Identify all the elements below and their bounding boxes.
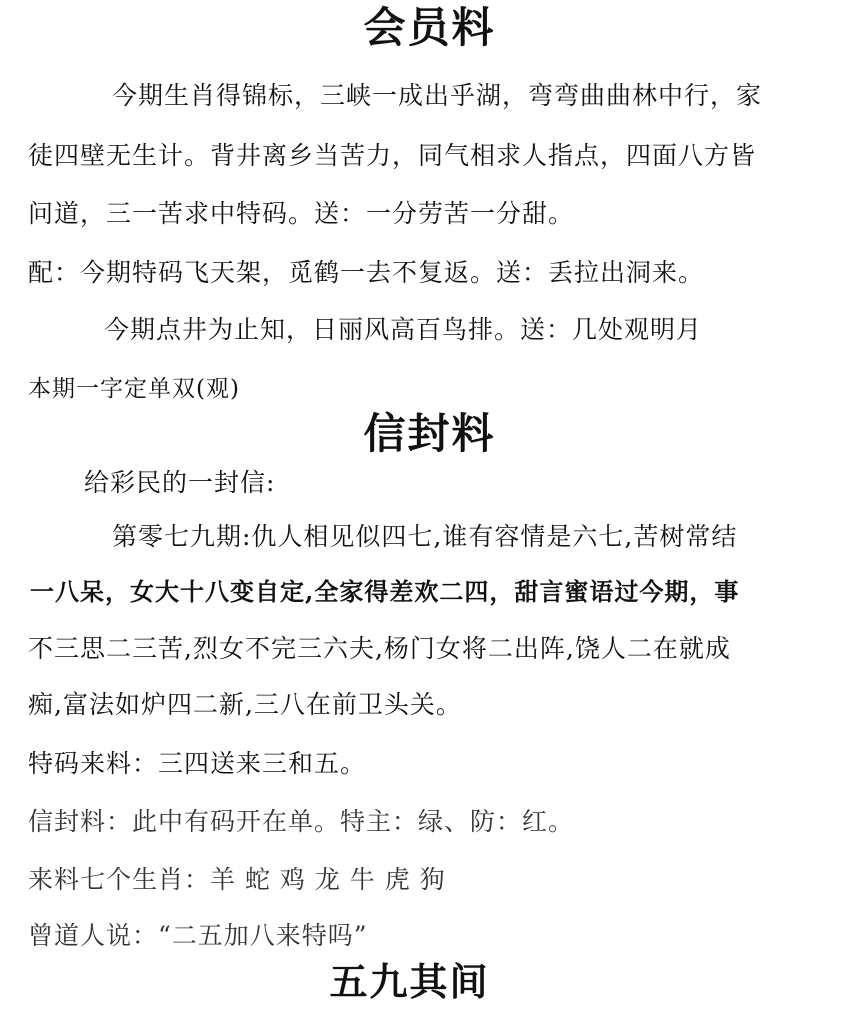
envelope-text-line: 一八呆，女大十八变自定,全家得差欢二四，甜言蜜语过今期，事 — [30, 577, 740, 606]
member-text-line: 今期生肖得锦标，三峡一成出乎湖，弯弯曲曲林中行，家 — [112, 81, 763, 110]
envelope-text-line: 不三思二三苦,烈女不完三六夫,杨门女将二出阵,饶人二在就成 — [28, 634, 731, 663]
heading-envelope-material: 信封料 — [363, 409, 496, 458]
member-text-line: 徒四壁无生计。背井离乡当苦力，同气相求人指点，四面八方皆 — [28, 141, 757, 170]
heading-fifty-nine: 五九其间 — [329, 959, 490, 1004]
heading-member-material: 会员料 — [363, 3, 496, 52]
member-text-line: 问道，三一苦求中特码。送：一分劳苦一分甜。 — [28, 199, 575, 228]
member-text-line: 本期一字定单双(观) — [28, 376, 240, 402]
daoist-quote: 曾道人说：“二五加八来特吗” — [28, 921, 368, 950]
envelope-text-line: 第零七九期:仇人相见似四七,谁有容情是六七,苦树常结 — [112, 522, 738, 551]
envelope-greeting: 给彩民的一封信: — [84, 468, 276, 497]
member-text-line: 今期点井为止知，日丽风高百鸟排。送：几处观明月 — [104, 315, 703, 344]
envelope-text-line: 痴,富法如炉四二新,三八在前卫头关。 — [28, 690, 462, 719]
seven-zodiac-list: 来料七个生肖：羊 蛇 鸡 龙 牛 虎 狗 — [28, 865, 446, 894]
envelope-material-note: 信封料：此中有码开在单。特主：绿、防：红。 — [28, 807, 575, 836]
member-text-line: 配：今期特码飞天架，觅鹤一去不复返。送：丢拉出洞来。 — [28, 258, 705, 287]
special-code-material: 特码来料：三四送来三和五。 — [28, 749, 367, 778]
